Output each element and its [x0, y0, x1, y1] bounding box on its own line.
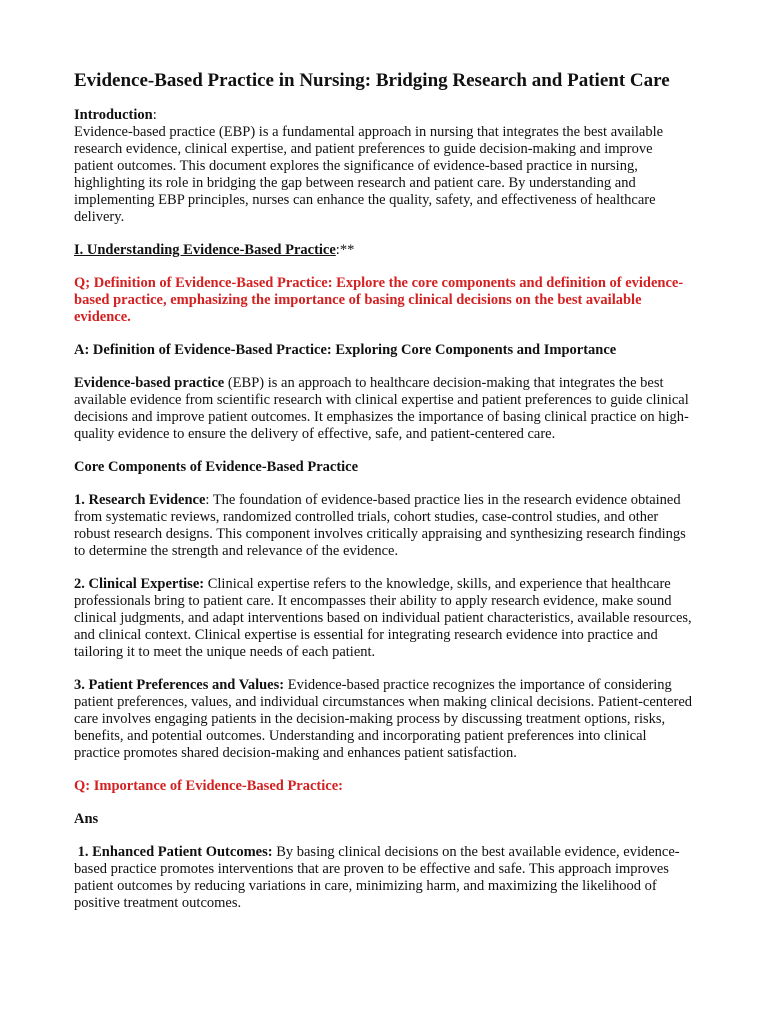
importance-label: 1. Enhanced Patient Outcomes: [74, 844, 273, 860]
component-patient-preferences [74, 677, 694, 762]
section-heading-text: I. Understanding Evidence-Based Practice [74, 242, 336, 258]
question-importance: Q: Importance of Evidence-Based Practice: [74, 778, 343, 794]
ebp-definition [74, 375, 694, 443]
component-text: Evidence-based practice recognizes the importance of considering patient preferences, values, and individual circumstances when making clinical decisions. Patient-centered care involves engaging patients in the decision-making process by discussing treatment options, risks, benefits, and potential outcomes. Understanding and incorporating patient preferences into clinical practice promotes shared decision-making and enhances patient satisfaction. [74, 677, 693, 761]
intro-heading [74, 107, 694, 124]
ebp-definition-text: (EBP) is an approach to healthcare decision-making that integrates the best available evidence from scientific research with clinical expertise and patient preferences to guide clinical decisions and improve patient outcomes. It emphasizes the importance of basing clinical practice on high-quality evidence to ensure the delivery of effective, safe, and patient-centered care. [74, 375, 689, 442]
component-label: 1. Research Evidence [74, 492, 206, 508]
question-definition: Q; Definition of Evidence-Based Practice: Explore the core components and definition of evidence-based practice, emphasizing the importance of basing clinical decisions on the best available evidence. [74, 275, 684, 325]
introduction [74, 107, 694, 226]
section-heading [74, 242, 694, 259]
ebp-definition-label: Evidence-based practice [74, 375, 225, 391]
intro-colon: : [152, 107, 157, 123]
answer-definition-heading: A: Definition of Evidence-Based Practice: Exploring Core Components and Importance [74, 342, 617, 358]
component-text: : The foundation of evidence-based practice lies in the research evidence obtained from systematic reviews, randomized controlled trials, cohort studies, case-control studies, and other robust research designs. This component involves critically appraising and synthesizing research findings to determine the strength and relevance of the evidence. [74, 492, 686, 559]
section-heading-suffix: :** [335, 242, 355, 258]
importance-enhanced-outcomes [74, 844, 694, 912]
intro-text: Evidence-based practice (EBP) is a fundamental approach in nursing that integrates the best available research evidence, clinical expertise, and patient preferences to guide decision-making and improve patient outcomes. This document explores the significance of evidence-based practice in nursing, highlighting its role in bridging the gap between research and patient care. By understanding and implementing EBP principles, nurses can enhance the quality, safety, and effectiveness of healthcare delivery. [74, 124, 664, 225]
component-research-evidence [74, 492, 694, 560]
importance-text: By basing clinical decisions on the best available evidence, evidence-based practice promotes interventions that are proven to be effective and safe. This approach improves patient outcomes by reducing variations in care, minimizing harm, and maximizing the likelihood of positive treatment outcomes. [74, 844, 680, 911]
answer-label: Ans [74, 811, 99, 827]
component-clinical-expertise [74, 576, 694, 661]
component-label: 3. Patient Preferences and Values: [74, 677, 285, 693]
core-components-heading: Core Components of Evidence-Based Practice [74, 459, 359, 475]
component-text: Clinical expertise refers to the knowledge, skills, and experience that healthcare professionals bring to patient care. It encompasses their ability to apply research evidence, make sound clinical judgments, and adapt interventions based on individual patient characteristics, available resources, and clinical context. Clinical expertise is essential for integrating research evidence into practice and tailoring it to meet the unique needs of each patient. [74, 576, 692, 660]
component-label: 2. Clinical Expertise: [74, 576, 205, 592]
intro-label: Introduction [74, 107, 153, 123]
document-title: Evidence-Based Practice in Nursing: Bridging Research and Patient Care [74, 70, 670, 91]
